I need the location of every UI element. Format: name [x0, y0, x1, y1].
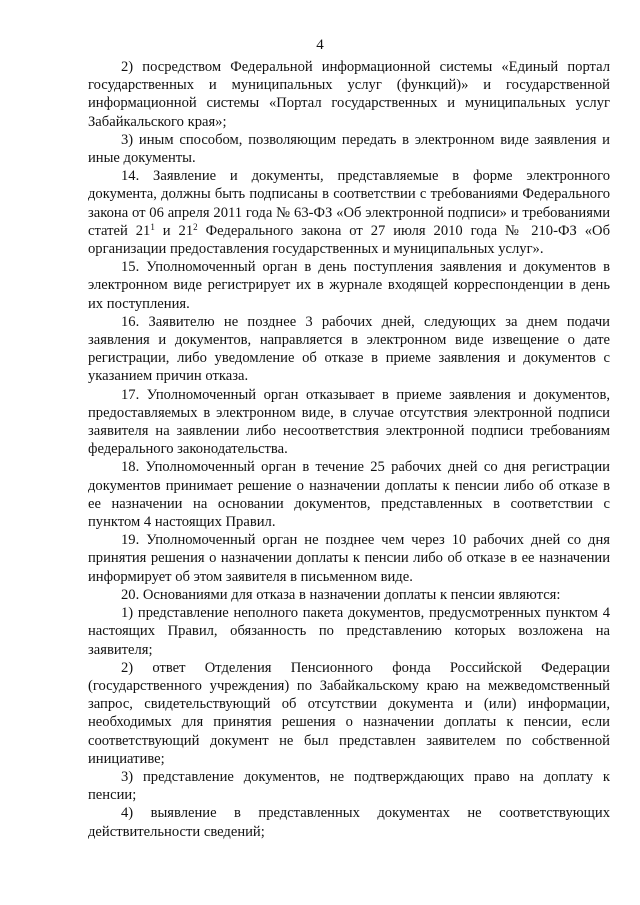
paragraph-ground-1: 1) представление неполного пакета документов, предусмотренных пунктом 4 настоящих Правил, обязанность по представлению которых возложена на заявителя;	[88, 605, 610, 658]
paragraph-20-refusal-grounds: 20. Основаниями для отказа в назначении доплаты к пенсии являются:	[121, 586, 561, 603]
paragraph-18-decision: 18. Уполномоченный орган в течение 25 рабочих дней со дня регистрации документов принимает решение о назначении доплаты к пенсии либо об отказе в ее назначении на основании документов, представленных в соответствии с пунктом 4 настоящих Правил.	[88, 459, 610, 531]
paragraph-ground-3: 3) представление документов, не подтверждающих право на доплату к пенсии;	[88, 768, 610, 804]
paragraph-19-inform: 19. Уполномоченный орган не позднее чем через 10 рабочих дней со дня принятия решения о назначении доплаты к пенсии либо об отказе в ее назначении информирует об этом заявителя в письменном виде.	[88, 532, 610, 585]
paragraph-15-registration: 15. Уполномоченный орган в день поступления заявления и документов в электронном виде регистрирует их в журнале входящей корреспонденции в день их поступления.	[88, 259, 610, 312]
paragraph-item-3-other-method: 3) иным способом, позволяющим передать в электронном виде заявления и иные документы.	[88, 131, 610, 167]
paragraph-14-signature: 14. Заявление и документы, представляемые в форме электронного документа, должны быть подписаны в соответствии с требованиями Федерального закона от 06 апреля 2011 года № 63-ФЗ «Об электронной подписи» и требованиями статей $21^1$ и $21^2$ Федерального закона от 27 июля 2010 года № 210-ФЗ «Об организации предоставления государственных и муниципальных услуг».	[88, 168, 610, 258]
paragraph-item-2-portal: 2) посредством Федеральной информационной системы «Единый портал государственных и муниципальных услуг (функций)» и государственной информационной системы «Портал государственных и муниципальных услуг Забайкальского края»;	[88, 59, 610, 130]
paragraph-ground-2: 2) ответ Отделения Пенсионного фонда Российской Федерации (государственного учреждения) по Забайкальскому краю на межведомственный запрос, свидетельствующий об отсутствии документа и (или) информации, необходимых для принятия решения о назначении доплаты к пенсии, если соответствующий документ не был представлен заявителем по собственной инициативе;	[88, 659, 610, 767]
paragraph-16-notification: 16. Заявителю не позднее 3 рабочих дней, следующих за днем подачи заявления и документов, направляется в электронном виде извещение о дате регистрации, либо уведомление об отказе в приеме заявления и документов с указанием причин отказа.	[88, 313, 610, 385]
paragraph-17-refusal-intake: 17. Уполномоченный орган отказывает в приеме заявления и документов, предоставляемых в электронном виде, в случае отсутствия электронной подписи заявителя на заявлении либо несоответствия электронной подписи требованиям федерального законодательства.	[88, 386, 610, 458]
document-body	[88, 58, 610, 841]
page-number: 4	[316, 37, 324, 53]
paragraph-ground-4: 4) выявление в представленных документах не соответствующих действительности сведений;	[88, 805, 610, 840]
